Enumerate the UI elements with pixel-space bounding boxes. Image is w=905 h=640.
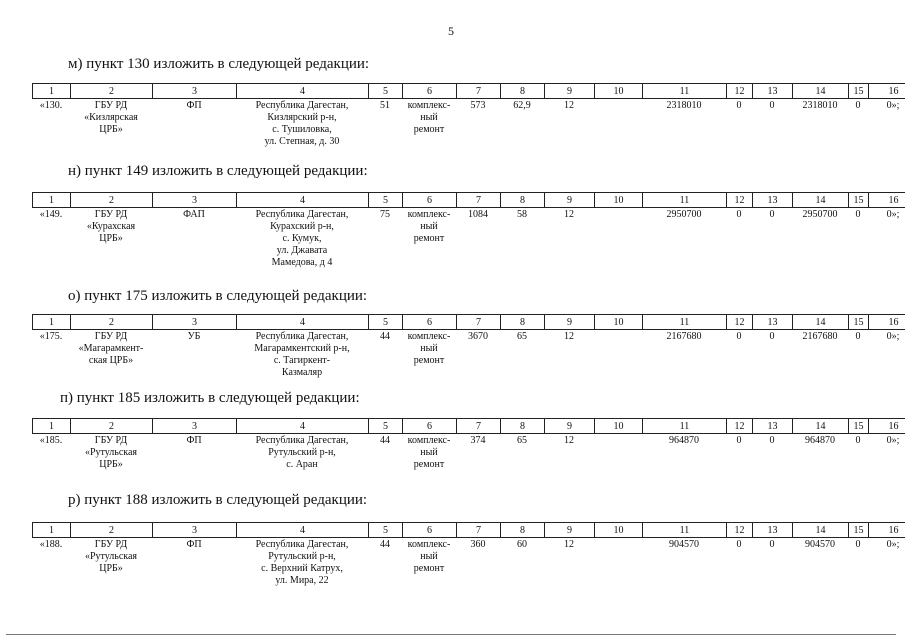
work-type: [402, 434, 456, 471]
column-number-cell: 5: [369, 523, 403, 538]
cell-13: 0: [769, 435, 775, 446]
column-number-cell: 3: [153, 193, 237, 208]
cell-5: 51: [380, 100, 390, 111]
column-number-cell: 12: [727, 193, 753, 208]
column-number-cell: 11: [643, 315, 727, 330]
column-number-cell: 7: [457, 419, 501, 434]
column-number-cell: 4: [237, 315, 369, 330]
work-type-line: комплекс-: [407, 331, 451, 342]
column-number-cell: 16: [869, 193, 905, 208]
cost-sum: 964870: [805, 435, 835, 446]
column-number-cell: 15: [849, 419, 869, 434]
facility-type: ФП: [186, 539, 202, 550]
table-row: [32, 208, 905, 269]
cost-total: 2318010: [666, 100, 702, 111]
column-number-cell: 13: [753, 315, 793, 330]
organization-line: ЦРБ»: [99, 233, 123, 244]
column-number-cell: 14: [793, 84, 849, 99]
address-line: Мамедова, д 4: [271, 257, 333, 268]
cell-7: 360: [470, 539, 486, 550]
work-type-line: ный: [420, 112, 438, 123]
item-number: «130.: [39, 100, 63, 111]
column-number-cell: 6: [403, 193, 457, 208]
cell-7: 573: [470, 100, 486, 111]
address-line: Республика Дагестан,: [255, 539, 349, 550]
column-number-cell: 5: [369, 193, 403, 208]
column-number-cell: 16: [869, 523, 905, 538]
cell-16: 0»;: [886, 100, 900, 111]
column-number-cell: 1: [33, 315, 71, 330]
work-type-line: комплекс-: [407, 539, 451, 550]
cell-13: 0: [769, 539, 775, 550]
address-line: ул. Степная, д. 30: [264, 136, 340, 147]
column-number-cell: 8: [501, 419, 545, 434]
item-number: «185.: [39, 435, 63, 446]
cell-13: 0: [769, 331, 775, 342]
column-number-cell: 13: [753, 419, 793, 434]
organization-line: ГБУ РД: [94, 100, 128, 111]
column-number-cell: 3: [153, 84, 237, 99]
work-type-line: ный: [420, 221, 438, 232]
column-number-cell: 12: [727, 419, 753, 434]
page-bottom-rule: [6, 634, 896, 635]
address-line: Республика Дагестан,: [255, 100, 349, 111]
column-number-cell: 1: [33, 84, 71, 99]
cell-15: 0: [855, 100, 861, 111]
organization-line: ЦРБ»: [99, 459, 123, 470]
table-row: [32, 538, 905, 587]
organization: [70, 434, 152, 471]
column-number-cell: 5: [369, 84, 403, 99]
column-number-cell: 1: [33, 419, 71, 434]
address-line: Республика Дагестан,: [255, 209, 349, 220]
cell-12: 0: [736, 435, 742, 446]
column-number-cell: 16: [869, 419, 905, 434]
column-number-cell: 7: [457, 193, 501, 208]
address-line: Магарамкентский р-н,: [254, 343, 350, 354]
organization: [70, 99, 152, 148]
address-line: ул. Джавата: [276, 245, 328, 256]
cell-13: 0: [769, 100, 775, 111]
cell-13: 0: [769, 209, 775, 220]
section-heading: о) пункт 175 изложить в следующей редакции:: [68, 288, 368, 304]
item-number: «149.: [39, 209, 63, 220]
column-number-cell: 10: [595, 419, 643, 434]
cell-5: 44: [380, 539, 390, 550]
organization-line: ГБУ РД: [94, 331, 128, 342]
cell-12: 0: [736, 331, 742, 342]
work-type-line: ремонт: [413, 355, 445, 366]
column-number-cell: 4: [237, 419, 369, 434]
cell-8: 65: [517, 435, 527, 446]
address: [236, 99, 368, 148]
column-number-cell: 9: [545, 523, 595, 538]
work-type-line: ремонт: [413, 124, 445, 135]
cost-sum: 2318010: [802, 100, 838, 111]
cell-12: 0: [736, 209, 742, 220]
address-line: с. Кумук,: [282, 233, 322, 244]
facility-type: УБ: [187, 331, 201, 342]
address-line: с. Аран: [286, 459, 318, 470]
column-number-cell: 8: [501, 315, 545, 330]
cell-15: 0: [855, 209, 861, 220]
address-line: Курахский р-н,: [270, 221, 334, 232]
section-heading: р) пункт 188 изложить в следующей редакции:: [68, 492, 368, 508]
cell-8: 65: [517, 331, 527, 342]
column-number-cell: 15: [849, 523, 869, 538]
work-type-line: ремонт: [413, 459, 445, 470]
organization-line: ГБУ РД: [94, 435, 128, 446]
column-number-cell: 9: [545, 84, 595, 99]
address-line: Кизлярский р-н,: [267, 112, 337, 123]
cell-12: 0: [736, 100, 742, 111]
column-number-cell: 6: [403, 315, 457, 330]
work-type-line: ный: [420, 343, 438, 354]
column-number-cell: 8: [501, 84, 545, 99]
organization-line: «Курахская: [86, 221, 136, 232]
column-number-cell: 2: [71, 193, 153, 208]
section-heading: п) пункт 185 изложить в следующей редакции:: [60, 390, 360, 406]
cell-9: 12: [564, 331, 574, 342]
cell-9: 12: [564, 435, 574, 446]
column-number-cell: 7: [457, 315, 501, 330]
column-number-header: [32, 418, 905, 434]
column-number-cell: 8: [501, 193, 545, 208]
cell-15: 0: [855, 331, 861, 342]
amendment-table: [32, 522, 900, 587]
column-number-cell: 16: [869, 315, 905, 330]
cell-8: 58: [517, 209, 527, 220]
page-number: 5: [448, 24, 454, 38]
column-number-cell: 3: [153, 523, 237, 538]
column-number-cell: 10: [595, 315, 643, 330]
item-number: «188.: [39, 539, 63, 550]
column-number-cell: 1: [33, 193, 71, 208]
address: [236, 434, 368, 471]
column-number-cell: 3: [153, 315, 237, 330]
cell-10: [594, 99, 642, 148]
cell-10: [594, 208, 642, 269]
cost-sum: 2167680: [802, 331, 838, 342]
cell-5: 44: [380, 331, 390, 342]
address: [236, 538, 368, 587]
cell-10: [594, 434, 642, 471]
work-type: [402, 99, 456, 148]
organization-line: «Магарамкент-: [78, 343, 144, 354]
address-line: с. Тагиркент-: [273, 355, 331, 366]
column-number-header: [32, 83, 905, 99]
work-type: [402, 330, 456, 379]
column-number-cell: 7: [457, 84, 501, 99]
column-number-cell: 13: [753, 193, 793, 208]
column-number-cell: 12: [727, 84, 753, 99]
address-line: Республика Дагестан,: [255, 331, 349, 342]
organization-line: ская ЦРБ»: [88, 355, 134, 366]
organization: [70, 208, 152, 269]
organization-line: «Рутульская: [84, 447, 138, 458]
work-type-line: ремонт: [413, 563, 445, 574]
cell-16: 0»;: [886, 539, 900, 550]
column-number-cell: 16: [869, 84, 905, 99]
cost-sum: 904570: [805, 539, 835, 550]
cell-16: 0»;: [886, 435, 900, 446]
item-number: «175.: [39, 331, 63, 342]
cell-7: 374: [470, 435, 486, 446]
table-row: [32, 99, 905, 148]
column-number-cell: 14: [793, 315, 849, 330]
column-number-cell: 11: [643, 523, 727, 538]
cell-10: [594, 330, 642, 379]
cost-total: 904570: [669, 539, 699, 550]
column-number-cell: 4: [237, 84, 369, 99]
column-number-header: [32, 522, 905, 538]
work-type-line: комплекс-: [407, 435, 451, 446]
column-number-cell: 11: [643, 84, 727, 99]
address-line: с. Верхний Катрух,: [261, 563, 343, 574]
cell-5: 75: [380, 209, 390, 220]
organization-line: ГБУ РД: [94, 539, 128, 550]
column-number-cell: 9: [545, 419, 595, 434]
cell-5: 44: [380, 435, 390, 446]
work-type: [402, 208, 456, 269]
column-number-cell: 15: [849, 193, 869, 208]
column-number-cell: 13: [753, 523, 793, 538]
facility-type: ФАП: [183, 209, 205, 220]
address-line: с. Тушиловка,: [272, 124, 332, 135]
column-number-cell: 10: [595, 523, 643, 538]
cell-16: 0»;: [886, 331, 900, 342]
amendment-table: [32, 418, 900, 471]
work-type-line: ный: [420, 447, 438, 458]
column-number-cell: 10: [595, 193, 643, 208]
cell-15: 0: [855, 435, 861, 446]
column-number-cell: 4: [237, 193, 369, 208]
column-number-cell: 9: [545, 193, 595, 208]
organization: [70, 330, 152, 379]
column-number-cell: 14: [793, 193, 849, 208]
column-number-cell: 7: [457, 523, 501, 538]
column-number-cell: 6: [403, 419, 457, 434]
table-row: [32, 434, 905, 471]
facility-type: ФП: [186, 435, 202, 446]
cell-8: 60: [517, 539, 527, 550]
cost-total: 2167680: [666, 331, 702, 342]
work-type-line: ремонт: [413, 233, 445, 244]
cell-9: 12: [564, 100, 574, 111]
organization: [70, 538, 152, 587]
cost-sum: 2950700: [802, 209, 838, 220]
cell-15: 0: [855, 539, 861, 550]
section-heading: н) пункт 149 изложить в следующей редакции:: [68, 163, 368, 179]
column-number-cell: 13: [753, 84, 793, 99]
column-number-header: [32, 314, 905, 330]
section-heading: м) пункт 130 изложить в следующей редакции:: [68, 56, 370, 72]
column-number-header: [32, 192, 905, 208]
column-number-cell: 2: [71, 315, 153, 330]
organization-line: ЦРБ»: [99, 563, 123, 574]
column-number-cell: 3: [153, 419, 237, 434]
cost-total: 2950700: [666, 209, 702, 220]
column-number-cell: 5: [369, 419, 403, 434]
address: [236, 208, 368, 269]
facility-type: ФП: [186, 100, 202, 111]
column-number-cell: 6: [403, 523, 457, 538]
column-number-cell: 12: [727, 315, 753, 330]
column-number-cell: 11: [643, 419, 727, 434]
amendment-table: [32, 314, 900, 379]
cell-8: 62,9: [513, 100, 531, 111]
work-type: [402, 538, 456, 587]
column-number-cell: 15: [849, 315, 869, 330]
table-row: [32, 330, 905, 379]
work-type-line: комплекс-: [407, 100, 451, 111]
column-number-cell: 4: [237, 523, 369, 538]
organization-line: ЦРБ»: [99, 124, 123, 135]
column-number-cell: 5: [369, 315, 403, 330]
organization-line: «Рутульская: [84, 551, 138, 562]
column-number-cell: 2: [71, 84, 153, 99]
amendment-table: [32, 192, 900, 269]
column-number-cell: 12: [727, 523, 753, 538]
column-number-cell: 8: [501, 523, 545, 538]
column-number-cell: 1: [33, 523, 71, 538]
amendment-table: [32, 83, 900, 148]
cost-total: 964870: [669, 435, 699, 446]
column-number-cell: 6: [403, 84, 457, 99]
cell-16: 0»;: [886, 209, 900, 220]
organization-line: «Кизлярская: [84, 112, 138, 123]
address-line: Рутульский р-н,: [268, 447, 336, 458]
cell-12: 0: [736, 539, 742, 550]
work-type-line: ный: [420, 551, 438, 562]
column-number-cell: 2: [71, 523, 153, 538]
cell-7: 1084: [468, 209, 488, 220]
organization-line: ГБУ РД: [94, 209, 128, 220]
column-number-cell: 2: [71, 419, 153, 434]
work-type-line: комплекс-: [407, 209, 451, 220]
column-number-cell: 14: [793, 523, 849, 538]
column-number-cell: 15: [849, 84, 869, 99]
address-line: Рутульский р-н,: [268, 551, 336, 562]
cell-9: 12: [564, 539, 574, 550]
address-line: Республика Дагестан,: [255, 435, 349, 446]
address-line: Казмаляр: [281, 367, 323, 378]
column-number-cell: 14: [793, 419, 849, 434]
column-number-cell: 11: [643, 193, 727, 208]
column-number-cell: 10: [595, 84, 643, 99]
cell-7: 3670: [468, 331, 488, 342]
cell-10: [594, 538, 642, 587]
address-line: ул. Мира, 22: [275, 575, 329, 586]
column-number-cell: 9: [545, 315, 595, 330]
address: [236, 330, 368, 379]
cell-9: 12: [564, 209, 574, 220]
